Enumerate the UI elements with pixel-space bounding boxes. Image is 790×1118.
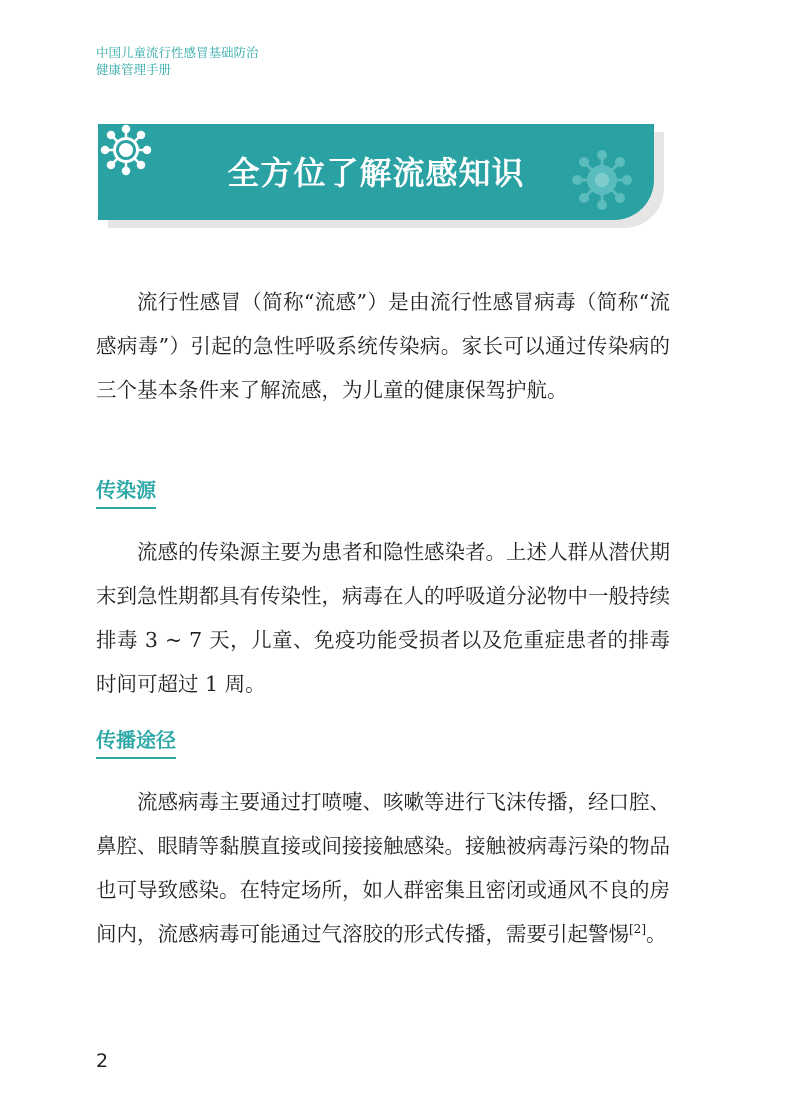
transmission-text: 流感病毒主要通过打喷嚏、咳嗽等进行飞沫传播，经口腔、鼻腔、眼睛等黏膜直接或间接接触感染。接触被病毒污染的物品也可导致感染。在特定场所，如人群密集且密闭或通风不良的房间内，流感病毒可能通过气溶胶的形式传播，需要引起警惕 bbox=[96, 790, 670, 946]
section-paragraph-transmission bbox=[96, 780, 670, 956]
section-paragraph-infection-source: 流感的传染源主要为患者和隐性感染者。上述人群从潜伏期末到急性期都具有传染性，病毒在人的呼吸道分泌物中一般持续排毒 3 ~ 7 天，儿童、免疫功能受损者以及危重症患者的排毒时间可超过 1 周。 bbox=[96, 540, 670, 696]
section-banner bbox=[98, 124, 654, 220]
citation-ref: [2] bbox=[629, 922, 646, 937]
page-number: 2 bbox=[96, 1050, 109, 1072]
banner-title: 全方位了解流感知识 bbox=[227, 154, 525, 192]
section-heading-infection-source: 传染源 bbox=[96, 474, 156, 509]
running-head-line1: 中国儿童流行性感冒基础防治 bbox=[96, 45, 259, 60]
virus-icon bbox=[572, 150, 632, 210]
intro-paragraph: 流行性感冒（简称“流感”）是由流行性感冒病毒（简称“流感病毒”）引起的急性呼吸系统传染病。家长可以通过传染病的三个基本条件来了解流感，为儿童的健康保驾护航。 bbox=[96, 290, 670, 402]
section-heading-transmission: 传播途径 bbox=[96, 724, 176, 759]
running-head-line2: 健康管理手册 bbox=[96, 62, 172, 77]
running-head bbox=[96, 44, 259, 78]
end-punct: 。 bbox=[646, 922, 667, 946]
